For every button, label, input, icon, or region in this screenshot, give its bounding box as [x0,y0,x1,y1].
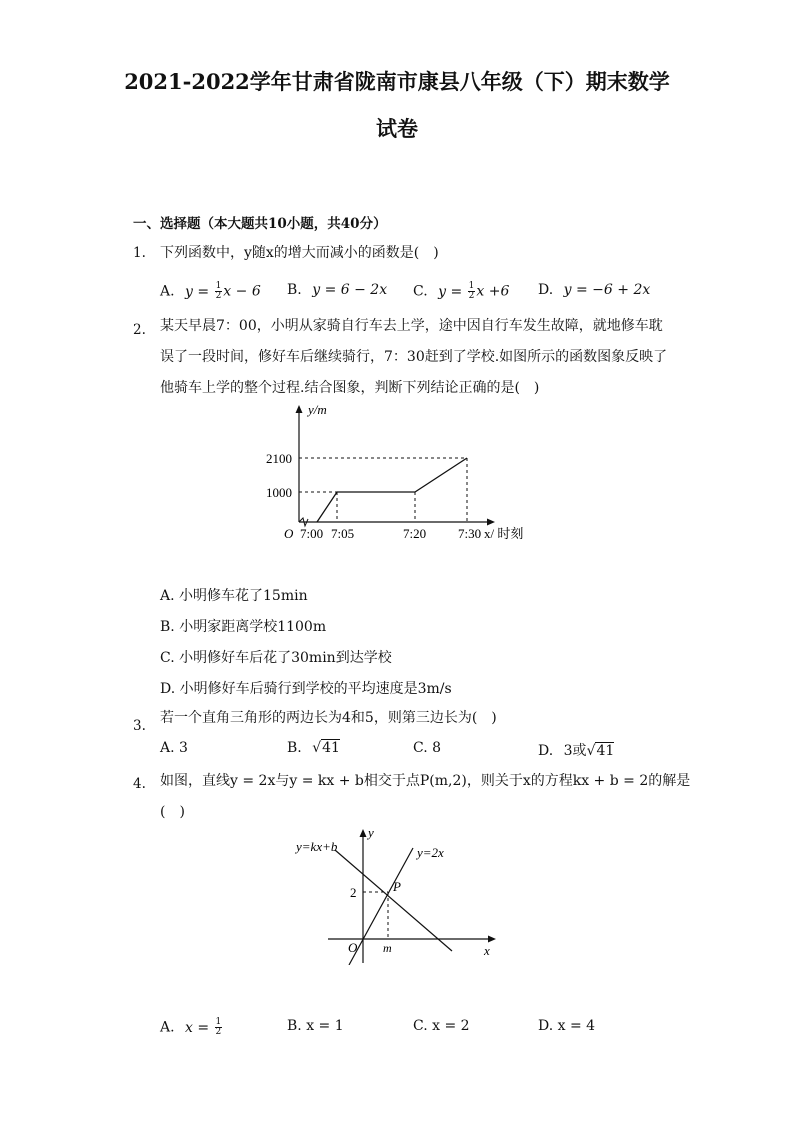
q2-y-arrow-icon [296,405,303,413]
q4-a-den: 2 [215,1027,222,1037]
q1-text: 下列函数中，y随x的增大而减小的函数是( ) [160,245,439,261]
sqrt-icon: √ [586,743,596,759]
q2-graph [255,400,545,550]
q4-line2: ( ) [160,804,185,820]
page-title-cont: 试卷 [376,116,418,141]
q3-b-radicand: 41 [322,740,340,756]
q2-x-axis-label: x/ 时刻 [484,526,524,541]
q2-number: 2. [133,322,146,338]
q1-option-d [538,282,650,298]
q4-x-arrow-icon [488,936,496,943]
q1-c-den: 2 [468,291,475,301]
q4-tick-m: m [383,941,392,955]
q4-line-2x [349,848,413,965]
q4-line-kxb [335,850,452,951]
q4-option-b: B. x = 1 [287,1018,344,1034]
q2-tick-700: 7:00 [300,526,324,541]
q4-label-kxb: y=kx+b [296,839,338,854]
page-title: 2021-2022学年甘肃省陇南市康县八年级（下）期末数学 [124,69,670,94]
q4-option-d: D. x = 4 [538,1018,596,1034]
q2-x-arrow-icon [487,519,495,526]
q2-option-d: D. 小明修好车后骑行到学校的平均速度是3m/s [160,681,452,697]
q4-graph [290,820,510,965]
q1-a-den: 2 [215,291,222,301]
q1-number: 1. [133,245,146,261]
q2-option-c: C. 小明修好车后花了30min到达学校 [160,650,392,666]
q4-option-c: C. x = 2 [413,1018,470,1034]
section-heading: 一、选择题（本大题共10小题，共40分） [133,216,387,232]
q4-tick-2: 2 [350,885,357,900]
q4-number: 4. [133,776,146,792]
q2-tick-1000: 1000 [266,485,292,500]
q3-option-a: A. 3 [160,740,188,756]
q3-option-c: C. 8 [413,740,442,756]
q3-text: 若一个直角三角形的两边长为4和5，则第三边长为( ) [160,710,497,726]
q1-d-text: y = −6 + 2x [563,282,651,298]
q1-option-a [160,282,261,301]
q3-number: 3. [133,718,146,734]
q2-line3: 他骑车上学的整个过程.结合图象，判断下列结论正确的是( ) [160,380,540,396]
q1-c-post: x +6 [476,283,510,300]
q1-a-num: 1 [215,281,222,291]
q4-a-pre: x = [185,1019,214,1036]
q4-x-axis-label: x [484,943,490,958]
q1-c-pre: y = [438,283,467,300]
q3-option-d [538,740,614,760]
q2-origin: O [284,526,294,541]
q1-d-label: D. [538,282,554,298]
q3-d-label: D. [538,743,554,759]
q2-y-axis-label: y/m [308,402,327,417]
q4-y-arrow-icon [360,829,367,837]
q4-label-2x: y=2x [417,845,444,860]
q2-option-a: A. 小明修车花了15min [160,588,308,604]
q2-tick-720: 7:20 [403,526,427,541]
q3-option-b [287,740,340,756]
q1-a-post: x − 6 [223,283,261,300]
q1-a-fraction [215,282,223,301]
q2-line1: 某天早晨7：00，小明从家骑自行车去上学，途中因自行车发生故障，就地修车耽 [160,318,663,334]
q1-a-pre: y = [185,283,214,300]
q4-a-num: 1 [215,1017,222,1027]
q2-tick-705: 7:05 [331,526,355,541]
q1-c-label: C. [413,283,428,300]
q4-y-axis-label: y [368,825,374,840]
q1-b-text: y = 6 − 2x [312,282,388,298]
q2-line2: 误了一段时间，修好车后继续骑行，7：30赶到了学校.如图所示的函数图象反映了 [160,349,668,365]
q1-c-fraction [468,282,476,301]
q4-line1: 如图，直线y = 2x与y = kx + b相交于点P(m,2)，则关于x的方程kx + b = 2的解是 [160,773,691,789]
q1-option-b [287,282,387,298]
q4-point-p: P [393,879,401,894]
q1-option-c [413,282,509,301]
q2-function-line [317,458,467,522]
q4-a-label: A. [160,1019,175,1036]
q3-d-pre: 3或 [563,743,587,759]
q2-option-b: B. 小明家距离学校1100m [160,619,327,635]
q3-d-radicand: 41 [596,743,615,759]
q4-a-fraction [215,1018,223,1037]
q1-c-num: 1 [468,281,475,291]
sqrt-icon: √ [312,740,322,756]
q1-a-label: A. [160,283,175,300]
q1-b-label: B. [287,282,302,298]
q2-tick-2100: 2100 [266,451,292,466]
q4-origin: O [348,940,358,955]
q4-option-a [160,1018,223,1037]
q2-tick-730: 7:30 [458,526,482,541]
q3-b-label: B. [287,740,302,756]
